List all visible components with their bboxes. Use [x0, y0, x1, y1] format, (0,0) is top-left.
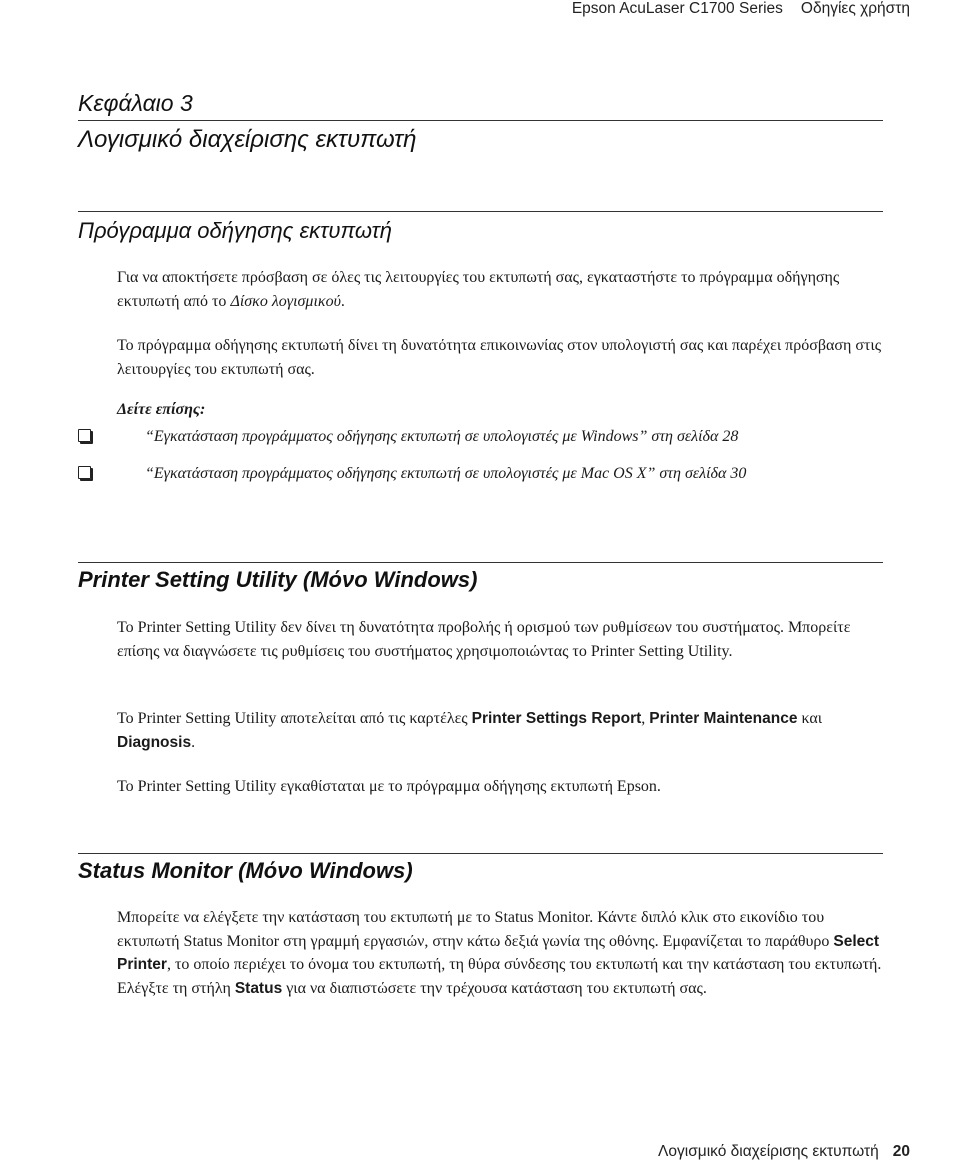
checkbox-bullet-icon: [78, 466, 91, 479]
chapter-label: Κεφάλαιο 3: [78, 90, 193, 116]
running-footer: [658, 1143, 910, 1161]
section-title-status: Status Monitor (Μόνο Windows): [78, 858, 413, 883]
section-title-driver: Πρόγραμμα οδήγησης εκτυπωτή: [78, 218, 392, 243]
status-p-text-2: , το οποίο περιέχει το όνομα του εκτυπωτή, τη θύρα σύνδεσης του εκτυπωτή και την κατάσταση του εκτυπωτή. Ελέγξτε τη στήλη: [117, 956, 882, 997]
footer-chapter-name: Λογισμικό διαχείρισης εκτυπωτή: [658, 1143, 879, 1160]
status-p-text-3: για να διαπιστώσετε την τρέχουσα κατάσταση του εκτυπωτή σας.: [282, 979, 707, 997]
page-number: 20: [892, 1143, 910, 1160]
psu-p2-text: Το Printer Setting Utility αποτελείται από τις καρτέλες: [117, 710, 472, 727]
driver-p1-text: Για να αποκτήσετε πρόσβαση σε όλες τις λειτουργίες του εκτυπωτή σας, εγκαταστήστε το πρόγραμμα οδήγησης εκτυπωτή από το: [117, 269, 840, 310]
psu-paragraph-2: [117, 707, 882, 754]
psu-p2-and: και: [797, 710, 823, 727]
header-doc-title: Οδηγίες χρήστη: [800, 0, 910, 17]
section-title-psu: Printer Setting Utility (Μόνο Windows): [78, 567, 478, 592]
reference-link-windows[interactable]: “Εγκατάσταση προγράμματος οδήγησης εκτυπωτή σε υπολογιστές με Windows” στη σελίδα 28: [145, 428, 739, 445]
status-paragraph: [117, 906, 882, 1000]
section-rule-driver: [78, 211, 883, 212]
chapter-title: Λογισμικό διαχείρισης εκτυπωτή: [78, 126, 417, 153]
window-name-select-printer: Select Printer: [117, 932, 880, 973]
column-name-status: Status: [234, 979, 283, 997]
driver-p1-end: .: [340, 292, 345, 310]
checkbox-bullet-icon: [78, 429, 91, 442]
tab-name-settings-report: Printer Settings Report: [471, 710, 642, 727]
section-rule-psu: [78, 562, 883, 563]
tab-name-maintenance: Printer Maintenance: [649, 710, 798, 727]
running-header: [572, 0, 910, 22]
driver-paragraph-2: Το πρόγραμμα οδήγησης εκτυπωτή δίνει τη δυνατότητα επικοινωνίας στον υπολογιστή σας και παρέχει πρόσβαση στις λειτουργίες του εκτυπωτή σας.: [117, 337, 882, 378]
driver-paragraph-1: [117, 266, 882, 313]
section-rule-status: [78, 853, 883, 854]
status-p-text-1: Μπορείτε να ελέγξετε την κατάσταση του εκτυπωτή με το Status Monitor. Κάντε διπλό κλικ στο εικονίδιο του εκτυπωτή Status Monitor στη γραμμή εργασιών, στην κάτω δεξιά γωνία της οθόνης. Εμφανίζεται το παράθυρο: [117, 909, 834, 950]
chapter-rule: [78, 120, 883, 121]
psu-p2-comma: ,: [641, 710, 650, 727]
header-product: Epson AcuLaser C1700 Series: [571, 0, 783, 17]
reference-link-mac[interactable]: “Εγκατάσταση προγράμματος οδήγησης εκτυπωτή σε υπολογιστές με Mac OS X” στη σελίδα 30: [145, 465, 747, 482]
psu-paragraph-3: Το Printer Setting Utility εγκαθίσταται με το πρόγραμμα οδήγησης εκτυπωτή Epson.: [117, 778, 661, 795]
software-disc-reference: Δίσκο λογισμικού: [230, 292, 341, 310]
see-also-label: Δείτε επίσης:: [117, 401, 206, 418]
psu-paragraph-1: Το Printer Setting Utility δεν δίνει τη δυνατότητα προβολής ή ορισμού των ρυθμίσεων του συστήματος. Μπορείτε επίσης να διαγνώσετε τις ρυθμίσεις του συστήματος χρησιμοποιώντας το Printer Setting Utility.: [117, 619, 851, 660]
psu-p2-end: .: [191, 733, 196, 751]
tab-name-diagnosis: Diagnosis: [117, 733, 192, 751]
